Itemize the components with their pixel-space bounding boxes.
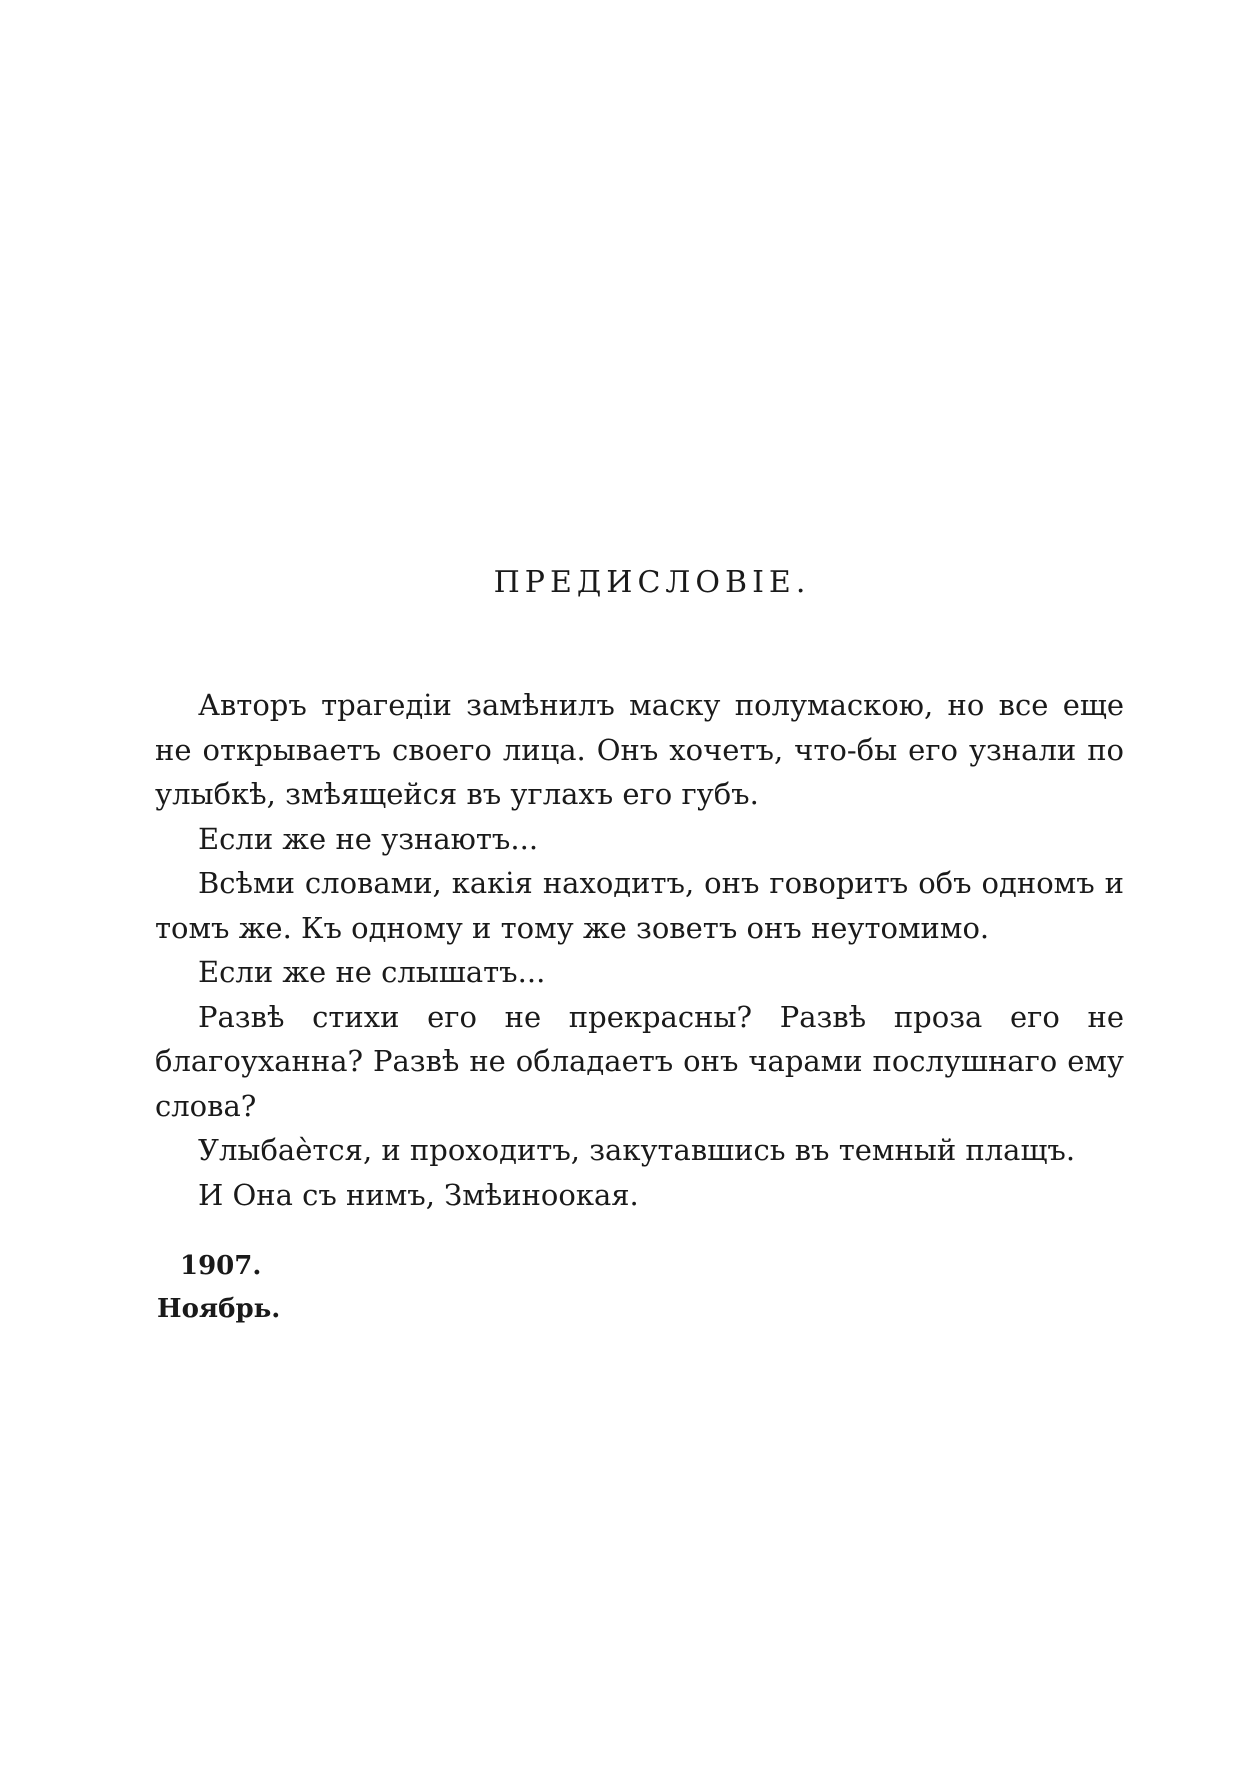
- signature-month: Ноябрь.: [157, 1294, 281, 1324]
- paragraph: Авторъ трагедіи замѣнилъ маску полумаскою, но все еще не открываетъ своего лица. Онъ хочетъ, что-бы его узнали по улыбкѣ, змѣящейся въ углахъ его губъ.: [155, 688, 1124, 811]
- paragraph: Улыбаѐтся, и проходитъ, закутавшись въ темный плащъ.: [198, 1133, 1076, 1167]
- paragraph: Развѣ стихи его не прекрасны? Развѣ проза его не благоуханна? Развѣ не обладаетъ онъ чарами послушнаго ему слова?: [155, 999, 1124, 1123]
- signature-year: 1907.: [180, 1251, 262, 1281]
- paragraph: И Она съ нимъ, Змѣиноокая.: [198, 1177, 639, 1212]
- page-heading: ПРЕДИСЛОВІЕ.: [493, 565, 811, 600]
- paragraph: Если же не слышатъ...: [198, 955, 546, 989]
- paragraph: Если же не узнаютъ...: [198, 821, 539, 856]
- preface-text: [155, 683, 1124, 1217]
- paragraph: Всѣми словами, какія находитъ, онъ говоритъ объ одномъ и томъ же. Къ одному и тому же зоветъ онъ неутомимо.: [155, 866, 1124, 945]
